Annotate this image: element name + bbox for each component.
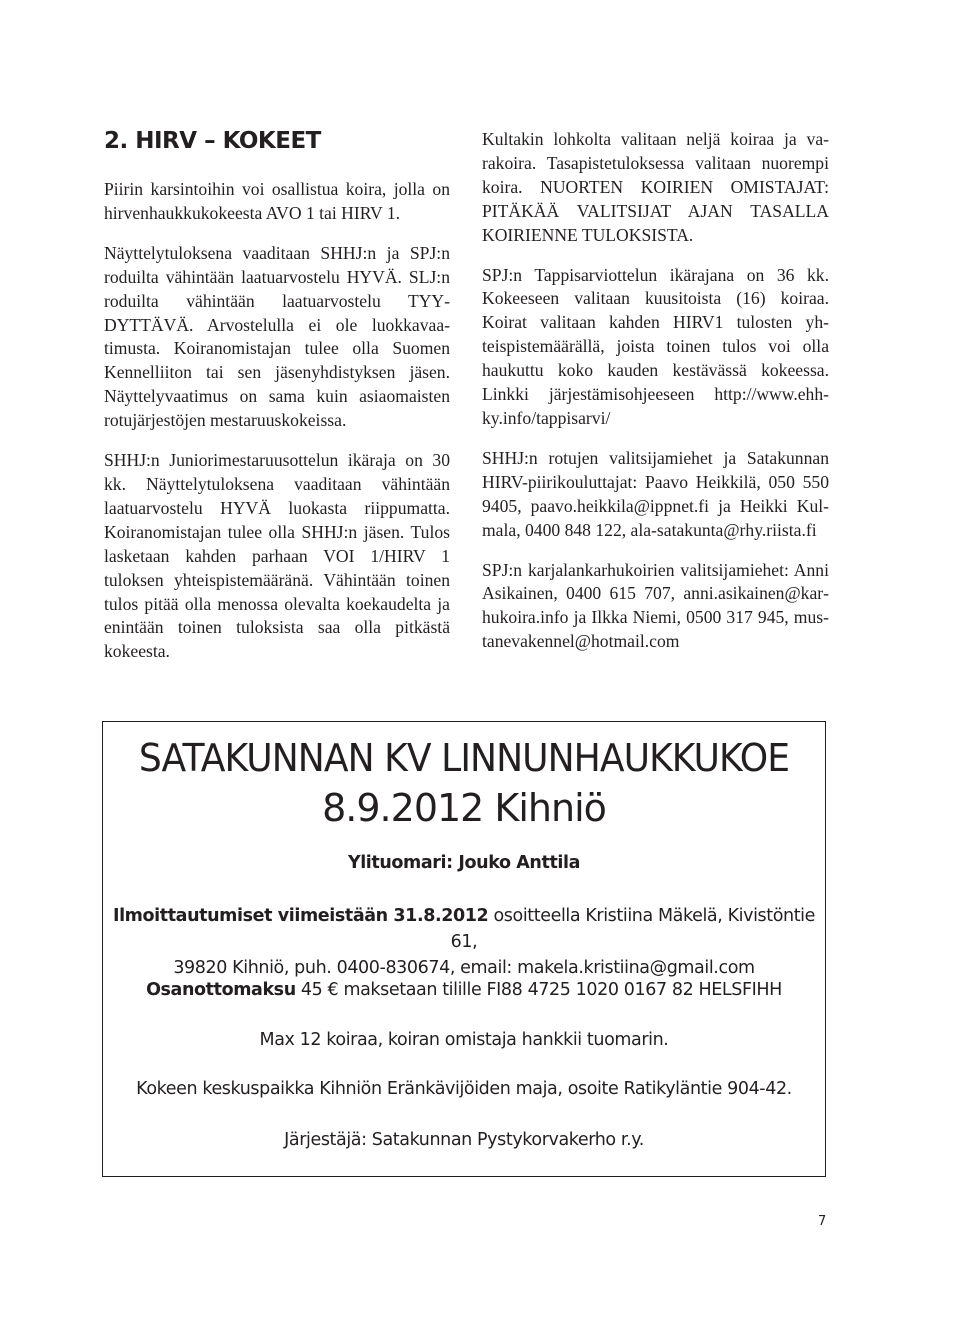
section-heading: 2. HIRV – KOKEET bbox=[104, 128, 321, 154]
judge-line: Ylituomari: Jouko Anttila bbox=[347, 853, 581, 873]
registration-label: Ilmoittautumiset viimeistään 31.8.2012 bbox=[112, 906, 489, 926]
registration-text-2: 39820 Kihniö, puh. 0400-830674, email: makela.kristiina@gmail.com bbox=[173, 958, 755, 978]
max-dogs-line: Max 12 koiraa, koiran omistaja hankkii tuomarin. bbox=[259, 1030, 669, 1050]
registration-text: osoitteella Kristiina Mäkelä, Kivistöntie 61, bbox=[450, 906, 816, 952]
location-line: Kokeen keskuspaikka Kihniön Eränkävijöiden maja, osoite Ratikyläntie 904-42. bbox=[136, 1079, 792, 1099]
paragraph: SPJ:n karjalankarhukoirien valitsijamiehet: Anni Asikainen, 0400 615 707, anni.asikainen@karhukoira.info ja Ilkka Niemi, 0500 317 945, mustanevakennel@hotmail.com bbox=[482, 559, 829, 652]
paragraph: SHHJ:n Juniorimestaruusottelun ikäraja on 30 kk. Näyttelytuloksena vaaditaan vähintään laatuarvostelu HYVÄ luokasta riippumatta. Koiranomistajan tulee olla SHHJ:n jäsen. Tulos lasketaan kahden parhaan VOI 1/HIRV 1 tuloksen yhteispistemääränä. Vähintään toinen tulos pitää olla menossa olevalta koekaudelta ja enintään toinen tuloksista saa olla pitkästä kokeesta. bbox=[104, 450, 450, 662]
fee-label: Osanottomaksu bbox=[146, 980, 296, 1000]
event-date-place: 8.9.2012 Kihniö bbox=[322, 786, 606, 830]
paragraph: SPJ:n Tappisarviottelun ikärajana on 36 kk. Kokeeseen valitaan kuusitoista (16) koiraa. Koirat valitaan kahden HIRV1 tulosten yhteispistemäärällä, joista toinen tulos voi olla haukuttu koko kauden kestävässä kokeessa. Linkki järjestämisohjeeseen http://www.ehhky.info/tappisarvi/ bbox=[482, 264, 829, 428]
paragraph: SHHJ:n rotujen valitsijamiehet ja Satakunnan HIRV-piirikouluttajat: Paavo Heikkilä, 050 550 9405, paavo.heikkila@ippnet.fi ja Heikki Kulmala, 0400 848 122, ala-satakunta@rhy.riista.fi bbox=[482, 447, 829, 540]
right-column bbox=[482, 128, 829, 670]
registration-line bbox=[103, 903, 825, 981]
left-column bbox=[104, 178, 450, 680]
paragraph: Kultakin lohkolta valitaan neljä koiraa ja varakoira. Tasapistetuloksessa valitaan nuorempi koira. NUORTEN KOIRIEN OMISTAJAT: PITÄKÄÄ VALITSIJAT AJAN TASALLA KOIRIENNE TULOKSISTA. bbox=[482, 129, 829, 245]
paragraph: Näyttelytuloksena vaaditaan SHHJ:n ja SPJ:n roduilta vähintään laatuarvostelu HYVÄ. SLJ:n roduilta vähintään laatuarvostelu TYYDYTTÄVÄ. Arvostelulla ei ole luokkavaatimusta. Koiranomistajan tulee olla Suomen Kennelliiton tai sen jäsenyhdistyksen jäsen. Näyttelyvaatimus on sama kuin asiaomaisten rotujärjestöjen mestaruuskokeissa. bbox=[104, 242, 450, 431]
fee-text: 45 € maksetaan tilille FI88 4725 1020 0167 82 HELSFIHH bbox=[295, 980, 782, 1000]
page-number: 7 bbox=[818, 1214, 827, 1229]
paragraph: Piirin karsintoihin voi osallistua koira, jolla on hirvenhaukkukokeesta AVO 1 tai HIRV 1. bbox=[104, 179, 450, 223]
event-title: SATAKUNNAN KV LINNUNHAUKKUKOE bbox=[138, 736, 790, 780]
organizer-line: Järjestäjä: Satakunnan Pystykorvakerho r.y. bbox=[284, 1130, 644, 1150]
fee-line bbox=[103, 977, 825, 1003]
event-announcement-box bbox=[102, 721, 826, 1177]
